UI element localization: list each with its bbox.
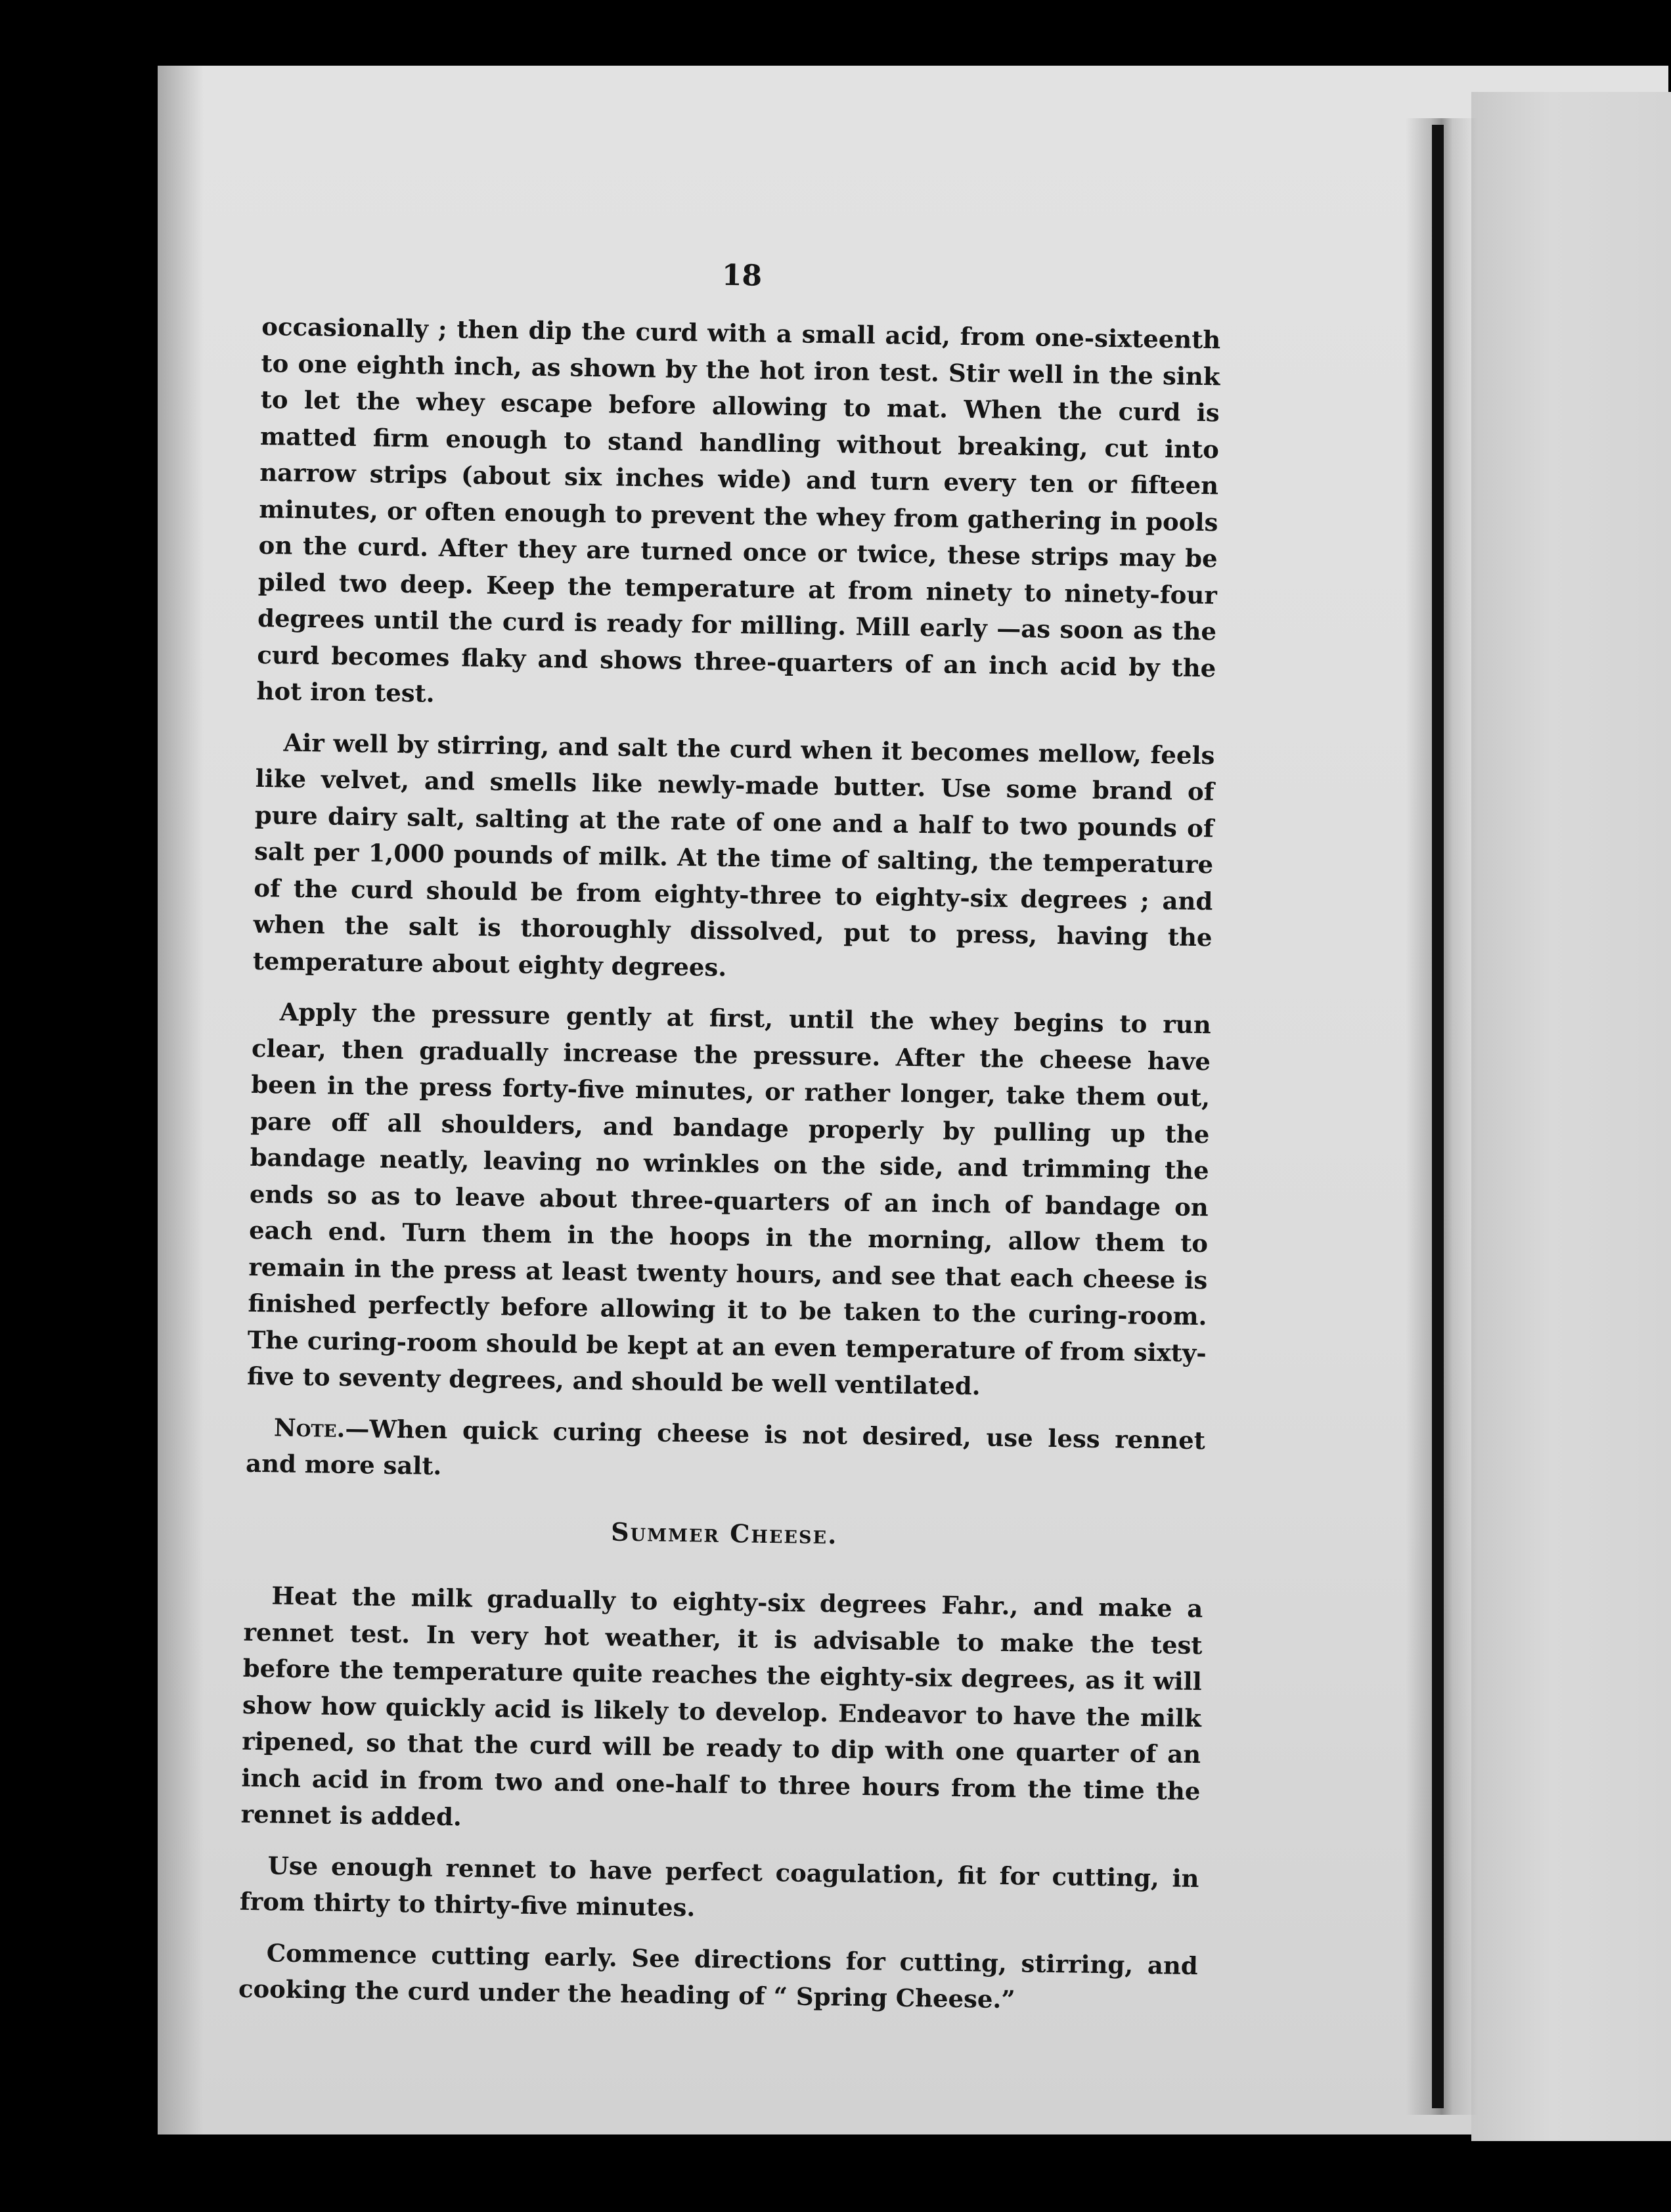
paragraph: Apply the pressure gently at first, until the whey begins to run clear, then gradually increase the pressure. After the cheese have been in the press forty-five minutes, or rather longer, take them out, pare off all shoulders, and bandage properly by pulling up the bandage neatly, leaving no wrinkles on the side, and trimming the ends so as to leave about three-quarters of an inch of bandage on each end. Turn them in the hoops in the morning, allow them to remain in the press at least twenty hours, and see that each cheese is finished perfectly before allowing it to be taken to the curing-room. The curing-room should be kept at an even temperature of from sixty-five to seventy degrees, and should be well ventilated. xyxy=(246,997,1211,1401)
section-heading: Summer Cheese. xyxy=(610,1516,838,1549)
note-text: —When quick curing cheese is not desired, use less rennet and more salt. xyxy=(245,1413,1206,1480)
note-label: Note. xyxy=(273,1412,345,1443)
page-edge-shadow xyxy=(158,66,204,2135)
paragraph: Use enough rennet to have perfect coagulation, fit for cutting, in from thirty to thirty-five minutes. xyxy=(239,1850,1199,1922)
binding-gutter xyxy=(1432,125,1444,2108)
paragraph: Commence cutting early. See directions for cutting, stirring, and cooking the curd under the heading of “ Spring Cheese.” xyxy=(238,1937,1198,2014)
paragraph: Air well by stirring, and salt the curd when it becomes mellow, feels like velvet, and smells like newly-made butter. Use some brand of pure dairy salt, salting at the rate of one and a half to two pounds of salt per 1,000 pounds of milk. At the time of salting, the temperature of the curd should be from eighty-three to eighty-six degrees ; and when the salt is thoroughly dissolved, put to press, having the temperature about eighty degrees. xyxy=(252,728,1215,982)
facing-page-edge xyxy=(1471,92,1671,2141)
note xyxy=(246,1409,1205,1495)
page-text xyxy=(238,250,1222,2035)
page-number: 18 xyxy=(721,258,763,293)
paragraph: occasionally ; then dip the curd with a small acid, from one-sixteenth to one eighth inch, as shown by the hot iron test. Stir well in the sink to let the whey escape before allowing to mat. When the curd is matted firm enough to stand handling without breaking, cut into narrow strips (about six inches wide) and turn every ten or fifteen minutes, or often enough to prevent the whey from gathering in pools on the curd. After they are turned once or twice, these strips may be piled two deep. Keep the temperature at from ninety to ninety-four degrees until the curd is ready for milling. Mill early —as soon as the curd becomes flaky and shows three-quarters of an inch acid by the hot iron test. xyxy=(256,311,1221,708)
paragraph: Heat the milk gradually to eighty-six degrees Fahr., and make a rennet test. In very hot weather, it is advisable to make the test before the temperature quite reaches the eighty-six degrees, as it will show how quickly acid is likely to develop. Endeavor to have the milk ripened, so that the curd will be ready to dip with one quarter of an inch acid in from two and one-half to three hours from the time the rennet is added. xyxy=(240,1581,1203,1832)
